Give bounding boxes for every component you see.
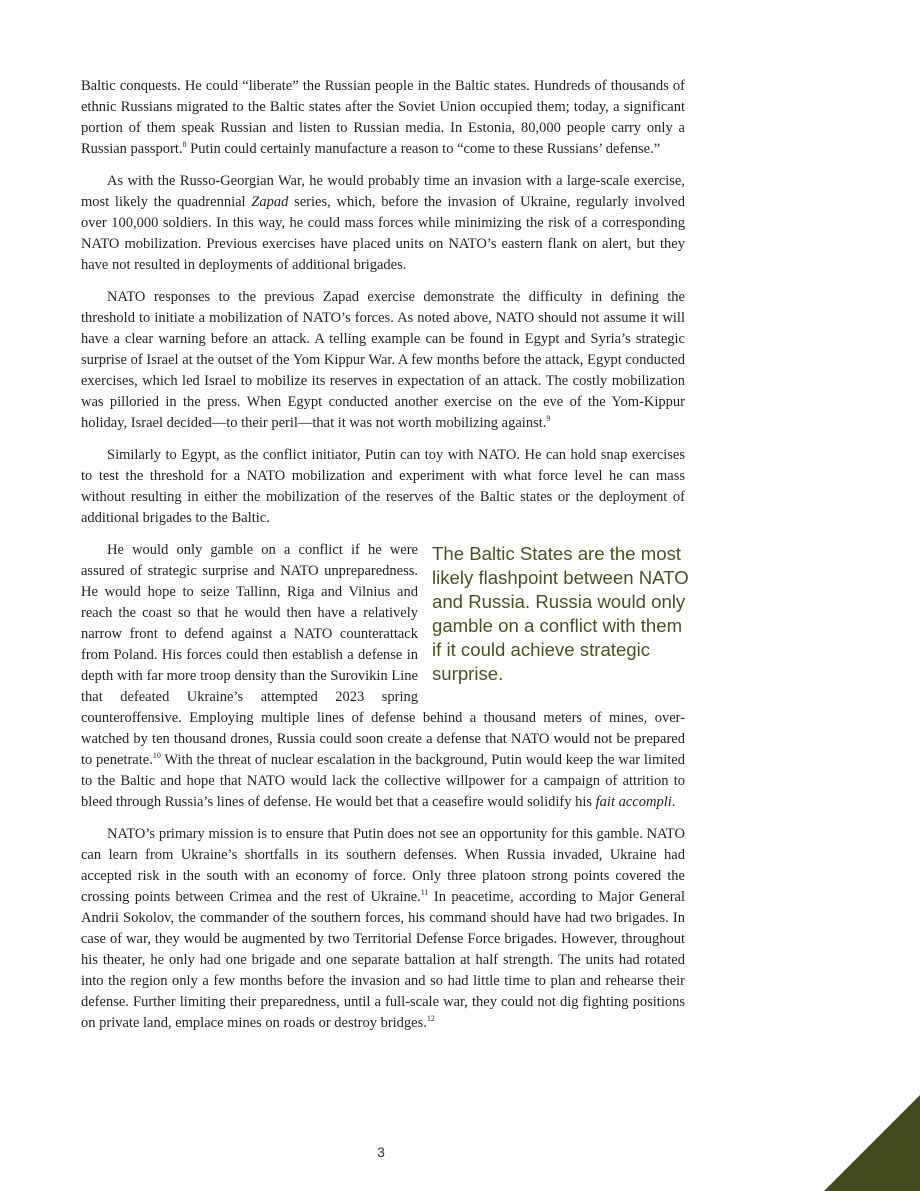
paragraph-text: Similarly to Egypt, as the conflict initiator, Putin can toy with NATO. He can hold snap exercises to test the threshold for a NATO mobilization and experiment with what force level he can mass without resulting in either the mobilization of the reserves of the Baltic states or the deployment of additional brigades to the Baltic. (81, 447, 685, 526)
paragraph-text: With the threat of nuclear escalation in the background, Putin would keep the war limited to the Baltic and hope that NATO would lack the collective willpower for a campaign of attrition to bleed through Russia’s lines of defense. He would bet that a ceasefire would solidify his (81, 752, 685, 810)
paragraph-text: Baltic conquests. He could “liberate” the Russian people in the Baltic states. Hundreds of thousands of ethnic Russians migrated to the Baltic states after the Soviet Union occupied them; today, a significant portion of them speak Russian and listen to Russian media. In Estonia, 80,000 people carry only a Russian passport. (81, 78, 685, 157)
paragraph-4 (81, 445, 685, 529)
corner-triangle-shape (824, 1095, 920, 1191)
paragraph-text: He would only gamble on a conflict if he were assured of strategic surprise and NATO unpreparedness. He would hope to seize Tallinn, Riga and Vilnius and reach the coast so that he would then have a relatively narrow front to defend against a NATO counterattack from Poland. His forces could then establish a defense in depth with far more troop density than the Surovikin Line that defeated Ukraine’s attempted 2023 spring counteroffensive. Employing multiple lines of defense behind a thousand meters of mines, over-watched by ten thousand drones, Russia could soon create a defense that NATO would not be prepared to penetrate. (81, 542, 685, 768)
paragraph-5 (81, 540, 689, 813)
footnote-8[interactable]: 8 (182, 140, 187, 150)
body-text (81, 76, 689, 1045)
pull-quote: The Baltic States are the most likely flashpoint between NATO and Russia. Russia would only gamble on a conflict with them if it could achieve strategic surprise. (432, 543, 689, 684)
paragraph-1 (81, 76, 685, 160)
paragraph-text: series, which, before the invasion of Ukraine, regularly involved over 100,000 soldiers. In this way, he could mass forces while minimizing the risk of a corresponding NATO mobilization. Previous exercises have placed units on NATO’s eastern flank on alert, but they have not resulted in deployments of additional brigades. (81, 194, 685, 273)
footnote-10[interactable]: 10 (152, 751, 161, 761)
paragraph-text: In peacetime, according to Major General Andrii Sokolov, the commander of the southern forces, his command should have had two brigades. In case of war, they would be augmented by two Territorial Defense Force brigades. However, throughout his theater, he only had one brigade and one separate battalion at half strength. The units had rotated into the region only a few months before the invasion and so had little time to plan and rehearse their defense. Further limiting their preparedness, until a full-scale war, they could not dig fighting positions on private land, emplace mines on roads or destroy bridges. (81, 889, 685, 1031)
footnote-9[interactable]: 9 (546, 414, 551, 424)
paragraph-3 (81, 287, 685, 434)
page-number: 3 (377, 1144, 385, 1160)
italic-term: Zapad (251, 194, 289, 210)
paragraph-6 (81, 824, 685, 1034)
paragraph-text: As with the Russo-Georgian War, he would probably time an invasion with a large-scale exercise, most likely the quadrennial (81, 173, 685, 210)
footnote-11[interactable]: 11 (420, 888, 429, 898)
paragraph-text: Putin could certainly manufacture a reason to “come to these Russians’ defense.” (186, 141, 661, 157)
footnote-12[interactable]: 12 (426, 1014, 435, 1024)
paragraph-2 (81, 171, 685, 276)
italic-term: fait accompli (595, 794, 672, 810)
paragraph-text: . (671, 794, 676, 810)
paragraph-text: NATO’s primary mission is to ensure that Putin does not see an opportunity for this gamble. NATO can learn from Ukraine’s shortfalls in its southern defenses. When Russia invaded, Ukraine had accepted risk in the south with an economy of force. Only three platoon strong points covered the crossing points between Crimea and the rest of Ukraine. (81, 826, 685, 905)
paragraph-text: NATO responses to the previous Zapad exercise demonstrate the difficulty in defining the threshold to initiate a mobilization of NATO’s forces. As noted above, NATO should not assume it will have a clear warning before an attack. A telling example can be found in Egypt and Syria’s strategic surprise of Israel at the outset of the Yom Kippur War. A few months before the attack, Egypt conducted exercises, which led Israel to mobilize its reserves in expectation of an attack. The costly mobilization was pilloried in the press. When Egypt conducted another exercise on the eve of the Yom-Kippur holiday, Israel decided—to their peril—that it was not worth mobilizing against. (81, 289, 685, 431)
corner-triangle-decoration (824, 1095, 920, 1191)
